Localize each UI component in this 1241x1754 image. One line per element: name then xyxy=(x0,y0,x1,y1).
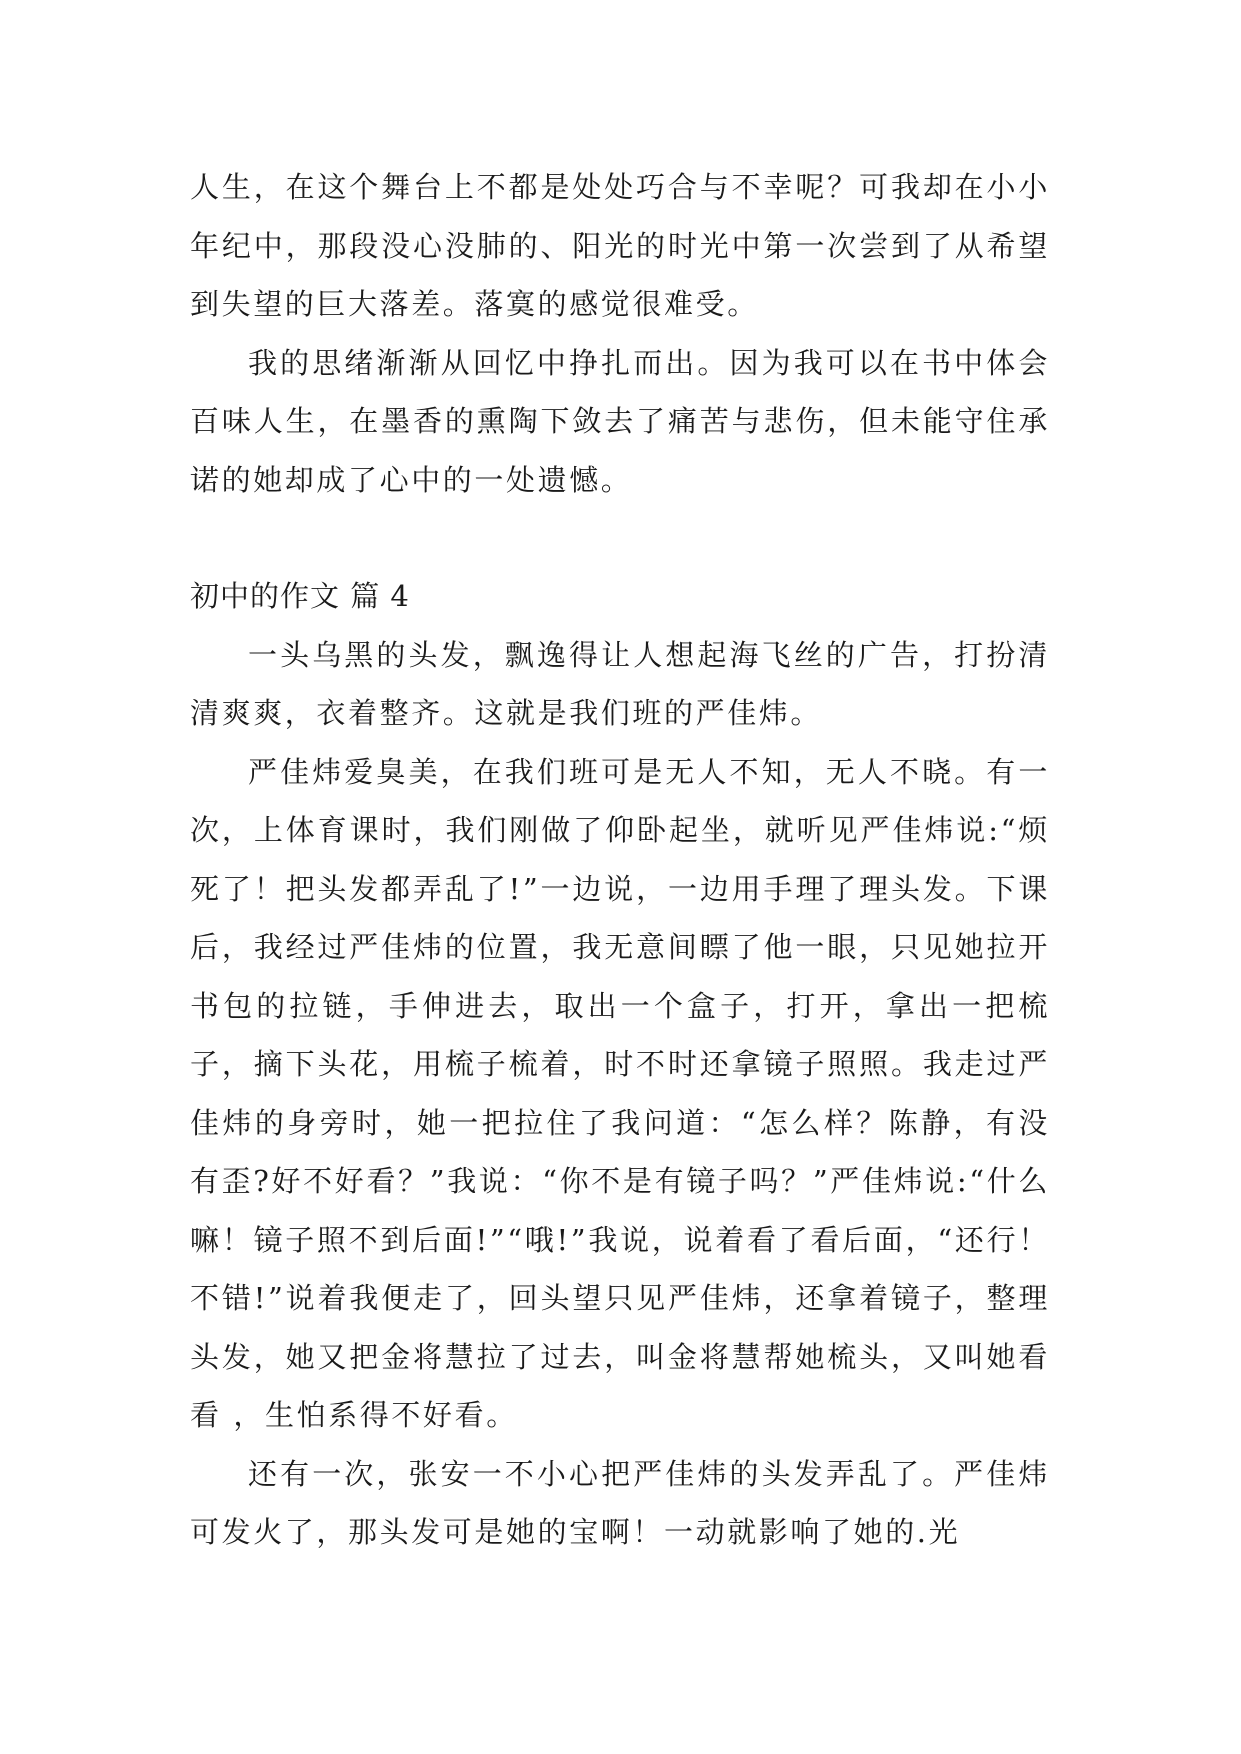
paragraph: 我的思绪渐渐从回忆中挣扎而出。因为我可以在书中体会百味人生，在墨香的熏陶下敛去了痛苦与悲伤，但未能守住承诺的她却成了心中的一处遗憾。 xyxy=(190,345,1050,497)
document-body xyxy=(190,158,1050,1562)
paragraph: 严佳炜爱臭美，在我们班可是无人不知，无人不晓。有一次，上体育课时，我们刚做了仰卧起坐，就听见严佳炜说:“烦死了！把头发都弄乱了!”一边说，一边用手理了理头发。下课后，我经过严佳炜的位置，我无意间瞟了他一眼，只见她拉开书包的拉链，手伸进去，取出一个盒子，打开，拿出一把梳子，摘下头花，用梳子梳着，时不时还拿镜子照照。我走过严佳炜的身旁时，她一把拉住了我问道：“怎么样？陈静，有没有歪?好不好看？”我说：“你不是有镜子吗？”严佳炜说:“什么嘛！镜子照不到后面!”“哦!”我说，说着看了看后面，“还行！不错!”说着我便走了，回头望只见严佳炜，还拿着镜子，整理头发，她又把金将慧拉了过去，叫金将慧帮她梳头，又叫她看看 ，生怕系得不好看。 xyxy=(190,754,1050,1432)
paragraph: 一头乌黑的头发，飘逸得让人想起海飞丝的广告，打扮清清爽爽，衣着整齐。这就是我们班的严佳炜。 xyxy=(190,637,1050,730)
paragraph: 还有一次，张安一不小心把严佳炜的头发弄乱了。严佳炜可发火了，那头发可是她的宝啊！一动就影响了她的.光 xyxy=(190,1456,1050,1549)
section-title: 初中的作文 篇 4 xyxy=(190,579,410,613)
paragraph-continued: 人生，在这个舞台上不都是处处巧合与不幸呢？可我却在小小年纪中，那段没心没肺的、阳光的时光中第一次尝到了从希望到失望的巨大落差。落寞的感觉很难受。 xyxy=(190,170,1050,321)
